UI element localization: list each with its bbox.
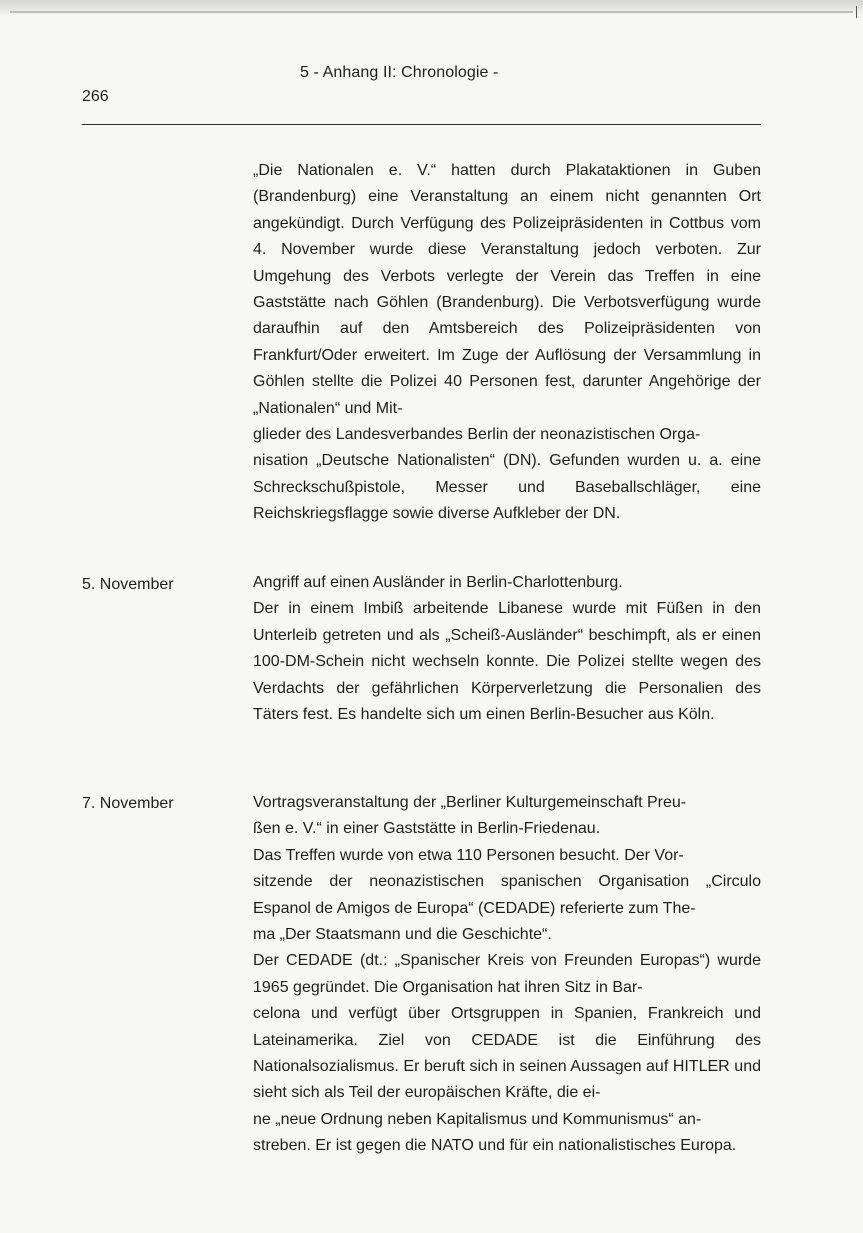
page-number: 266 [82, 88, 109, 105]
scan-edge-mark [856, 6, 857, 18]
entry-date: 5. November [82, 576, 174, 593]
entry-headline: Angriff auf einen Ausländer in Berlin-Charlottenburg. [253, 574, 623, 591]
entry-paragraph: Der CEDADE (dt.: „Spanischer Kreis von Freunden Europas“) wurde 1965 gegründet. Die Organisation hat ihren Sitz in Bar- celona und verfügt über Ortsgruppen in Spanien, Frankreich und Lateinamerika. Ziel von CEDADE ist die Einführung des Nationalsozialismus. Er beruft sich in seinen Aussagen auf HITLER und sieht sich als Teil der europäischen Kräfte, die ei- ne „neue Ordnung neben Kapitalismus und Kommunismus“ an- streben. Er ist gegen die NATO und für ein nationalistisches Europa. [253, 952, 761, 1155]
entry-date: 7. November [82, 795, 174, 812]
scan-edge-shadow [0, 0, 863, 16]
chapter-title: 5 - Anhang II: Chronologie - [300, 64, 499, 81]
chronology-entry-continued [253, 158, 761, 528]
entry-paragraph: Der in einem Imbiß arbeitende Libanese wurde mit Füßen in den Unterleib getreten und als „Scheiß-Ausländer“ beschimpft, als er einen 100-DM-Schein nicht wechseln konnte. Die Polizei stellte wegen des Verdachts der gefährlichen Körperverletzung die Personalien des Täters fest. Es handelte sich um einen Berlin-Besucher aus Köln. [253, 600, 761, 724]
chronology-entry-7-november [253, 790, 761, 1160]
scan-edge-line [10, 11, 853, 13]
entry-paragraph: Das Treffen wurde von etwa 110 Personen besucht. Der Vor- sitzende der neonazistischen spanischen Organisation „Circulo Espanol de Amigos de Europa“ (CEDADE) referierte zum The- ma „Der Staatsmann und die Geschichte“. [253, 846, 761, 944]
entry-paragraph: „Die Nationalen e. V.“ hatten durch Plakataktionen in Guben (Brandenburg) eine Veranstaltung an einem nicht genannten Ort angekündigt. Durch Verfügung des Polizeipräsidenten in Cottbus vom 4. November wurde diese Veranstaltung jedoch verboten. Zur Umgehung des Verbots verlegte der Verein das Treffen in eine Gaststätte nach Göhlen (Brandenburg). Die Verbotsverfügung wurde daraufhin auf den Amtsbereich des Polizeipräsidenten von Frankfurt/Oder erweitert. Im Zuge der Auflösung der Versammlung in Göhlen stellte die Polizei 40 Personen fest, darunter Angehörige der „Nationalen“ und Mit- glieder des Landesverbandes Berlin der neonazistischen Orga- nisation „Deutsche Nationalisten“ (DN). Gefunden wurden u. a. eine Schreckschußpistole, Messer und Baseballschläger, eine Reichskriegsflagge sowie diverse Aufkleber der DN. [253, 162, 761, 523]
header-divider [82, 124, 761, 125]
entry-headline: Vortragsveranstaltung der „Berliner Kulturgemeinschaft Preu- ßen e. V.“ in einer Gaststätte in Berlin-Friedenau. [253, 794, 687, 838]
chronology-entry-5-november [253, 570, 761, 728]
